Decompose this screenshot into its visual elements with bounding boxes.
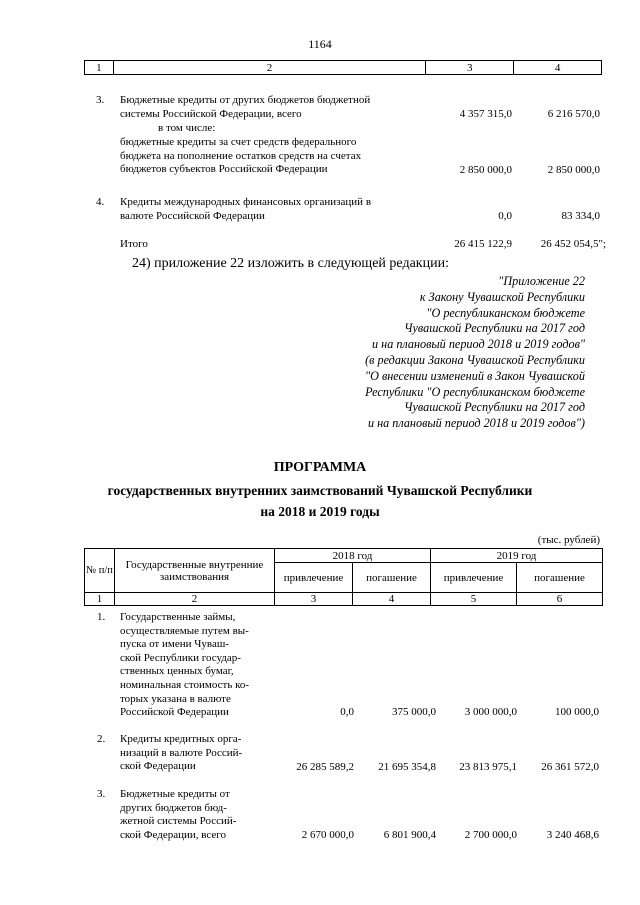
prev-total-label: Итого [120,238,148,250]
main-row-2-v3: 23 813 975,1 [459,761,517,773]
prev-row-3-1-name [120,136,361,177]
col-number-header: № п/п [85,549,115,593]
annex-line-8: Республики "О республиканском бюджете [365,384,585,399]
main-row-3-line-3: жетной системы Россий- [120,815,237,828]
prev-row-3-v1: 4 357 315,0 [459,108,512,120]
main-row-3-v3: 2 700 000,0 [464,829,517,841]
prev-row-3-line-2: системы Российской Федерации, всего [120,107,302,120]
sub-header-borrow-2019: привлечение [431,563,517,593]
annex-line-6: (в редакции Закона Чувашской Республики [365,352,585,367]
col-num-2: 2 [115,593,275,606]
prev-row-3-1-line-2: бюджета на пополнение остатков средств на счетах [120,149,362,162]
main-row-1-line-3: пуска от имени Чуваш- [120,638,229,651]
annex-line-3: "О республиканском бюджете [426,305,585,320]
prev-including-label: в том числе: [158,122,216,134]
sub-header-repay-2019: погашение [517,563,603,593]
prev-row-3-line-1: Бюджетные кредиты от других бюджетов бюджетной [120,94,371,106]
prev-total-v2: 26 452 054,5"; [540,238,606,250]
annex-line-4: Чувашской Республики на 2017 год [404,321,585,336]
col-num-6: 6 [517,593,603,606]
prev-row-3-1-v2: 2 850 000,0 [547,164,600,176]
prev-row-4-line-1: Кредиты международных финансовых организаций в [120,196,372,208]
main-row-2-name [120,733,282,774]
prev-col-1: 1 [85,61,114,75]
prev-row-3-name [120,94,370,121]
col-name-header: Государственные внутренние заимствования [115,549,275,593]
prev-row-3-1-line-3: бюджетов субъектов Российской Федерации [120,163,328,176]
main-row-1-line-1: Государственные займы, [120,611,236,623]
main-row-3-v4: 3 240 468,6 [546,829,599,841]
year-2018-header: 2018 год [275,549,431,563]
main-row-1-name [120,611,282,720]
main-row-2-line-3: ской Федерации [120,760,196,773]
year-2019-header: 2019 год [431,549,603,563]
main-row-1-line-6: номинальная стоимость ко- [120,678,250,691]
main-row-2-v1: 26 285 589,2 [296,761,354,773]
program-subtitle: государственных внутренних заимствований Чувашской Республики [107,483,533,498]
col-num-4: 4 [353,593,431,606]
main-row-2-line-2: низаций в валюте Россий- [120,746,243,759]
main-row-1-v2: 375 000,0 [392,706,436,718]
col-num-5: 5 [431,593,517,606]
main-row-3-v1: 2 670 000,0 [301,829,354,841]
annex-line-5: и на плановый период 2018 и 2019 годов" [372,337,585,352]
main-row-2-v4: 26 361 572,0 [541,761,599,773]
main-row-1-v3: 3 000 000,0 [464,706,517,718]
main-row-1-line-8: Российской Федерации [120,706,229,719]
main-row-1-no: 1. [97,611,106,623]
prev-row-4-name [120,196,371,223]
prev-row-3-1-v1: 2 850 000,0 [459,164,512,176]
main-row-2-no: 2. [97,733,106,745]
annex-line-1: "Приложение 22 [498,274,585,288]
col-num-1: 1 [85,593,115,606]
main-row-3-v2: 6 801 900,4 [383,829,436,841]
prev-col-2: 2 [113,61,426,75]
main-row-2-v2: 21 695 354,8 [378,761,436,773]
prev-row-3-no: 3. [96,94,105,106]
prev-col-4: 4 [514,61,602,75]
borrowing-table-header [84,548,603,606]
main-row-1-v4: 100 000,0 [555,706,599,718]
main-row-1-line-5: ственных ценных бумаг, [120,665,234,678]
program-years: на 2018 и 2019 годы [260,504,380,519]
prev-row-4-line-2: валюте Российской Федерации [120,209,265,222]
amendment-intro: 24) приложение 22 изложить в следующей редакции: [132,256,449,271]
prev-row-4-v1: 0,0 [498,210,512,222]
sub-header-repay-2018: погашение [353,563,431,593]
page-number: 1164 [308,37,332,51]
sub-header-borrow-2018: привлечение [275,563,353,593]
annex-line-9: Чувашской Республики на 2017 год [404,400,585,415]
main-row-1-v1: 0,0 [340,706,354,718]
main-row-1-line-7: торых указана в валюте [120,692,231,705]
prev-table-header [84,60,602,75]
annex-line-10: и на плановый период 2018 и 2019 годов") [367,416,585,431]
prev-row-4-v2: 83 334,0 [561,210,600,222]
prev-row-3-1-line-1: бюджетные кредиты за счет средств федерального [120,136,357,148]
prev-col-3: 3 [426,61,514,75]
main-row-3-line-4: ской Федерации, всего [120,828,227,841]
main-row-2-line-1: Кредиты кредитных орга- [120,733,242,745]
main-row-3-line-2: других бюджетов бюд- [120,801,227,814]
main-row-3-no: 3. [97,788,106,800]
prev-row-3-v2: 6 216 570,0 [547,108,600,120]
main-row-3-line-1: Бюджетные кредиты от [120,788,230,800]
prev-row-4-no: 4. [96,196,105,208]
program-title: ПРОГРАММА [273,460,367,475]
col-num-3: 3 [275,593,353,606]
annex-line-2: к Закону Чувашской Республики [419,289,585,304]
main-row-1-line-4: ской Республики государ- [120,651,241,664]
prev-total-v1: 26 415 122,9 [454,238,512,250]
annex-reference [285,274,585,432]
main-row-3-name [120,788,282,842]
main-row-1-line-2: осуществляемые путем вы- [120,624,249,637]
units-label: (тыс. рублей) [537,534,600,546]
annex-line-7: "О внесении изменений в Закон Чувашской [365,368,585,383]
